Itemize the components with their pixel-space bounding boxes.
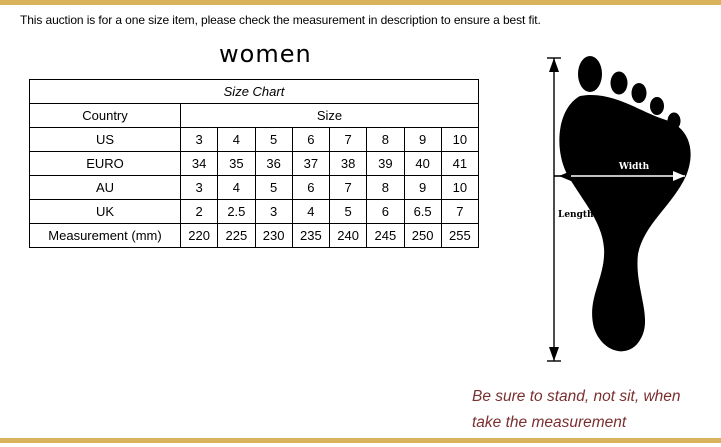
gender-heading: women [219,40,312,68]
size-cell: 6 [292,128,329,152]
bottom-border [0,438,721,443]
table-row [30,176,479,200]
size-cell: 37 [292,152,329,176]
size-cell: 9 [404,176,441,200]
size-chart-table [29,79,479,248]
size-cell: 7 [441,200,478,224]
length-label: Length [558,210,594,220]
size-header: Size [181,104,479,128]
table-row [30,128,479,152]
size-cell: 6.5 [404,200,441,224]
measurement-caption [472,384,721,436]
size-cell: 34 [181,152,218,176]
size-cell: 35 [218,152,255,176]
size-cell: 245 [367,224,404,248]
table-title: Size Chart [30,80,479,104]
size-cell: 10 [441,128,478,152]
top-border [0,0,721,5]
size-cell: 36 [255,152,292,176]
caption-line-1: Be sure to stand, not sit, when [472,388,681,405]
size-cell: 41 [441,152,478,176]
size-cell: 2 [181,200,218,224]
size-cell: 250 [404,224,441,248]
size-cell: 225 [218,224,255,248]
size-cell: 5 [330,200,367,224]
row-label: EURO [30,152,181,176]
foot-diagram [540,48,700,378]
size-cell: 4 [218,176,255,200]
size-cell: 3 [255,200,292,224]
table-title-row [30,80,479,104]
row-label: US [30,128,181,152]
size-cell: 7 [330,176,367,200]
size-cell: 9 [404,128,441,152]
footprint-icon [559,56,690,351]
size-cell: 255 [441,224,478,248]
foot-diagram-svg [540,48,700,378]
row-label: Measurement (mm) [30,224,181,248]
size-cell: 230 [255,224,292,248]
table-row [30,224,479,248]
size-cell: 7 [330,128,367,152]
size-cell: 40 [404,152,441,176]
size-cell: 3 [181,128,218,152]
size-cell: 10 [441,176,478,200]
size-cell: 240 [330,224,367,248]
size-cell: 5 [255,128,292,152]
size-cell: 220 [181,224,218,248]
size-cell: 6 [367,200,404,224]
table-row [30,152,479,176]
size-cell: 4 [218,128,255,152]
size-cell: 2.5 [218,200,255,224]
size-cell: 3 [181,176,218,200]
size-cell: 235 [292,224,329,248]
size-cell: 5 [255,176,292,200]
size-cell: 4 [292,200,329,224]
size-cell: 38 [330,152,367,176]
country-header: Country [30,104,181,128]
size-cell: 8 [367,128,404,152]
width-label: Width [618,162,650,172]
table-row [30,200,479,224]
caption-line-2: take the measurement [472,414,627,431]
size-cell: 6 [292,176,329,200]
notice-text: This auction is for a one size item, please check the measurement in description to ensure a best fit. [20,13,541,27]
size-cell: 8 [367,176,404,200]
size-cell: 39 [367,152,404,176]
row-label: UK [30,200,181,224]
table-header-row [30,104,479,128]
row-label: AU [30,176,181,200]
